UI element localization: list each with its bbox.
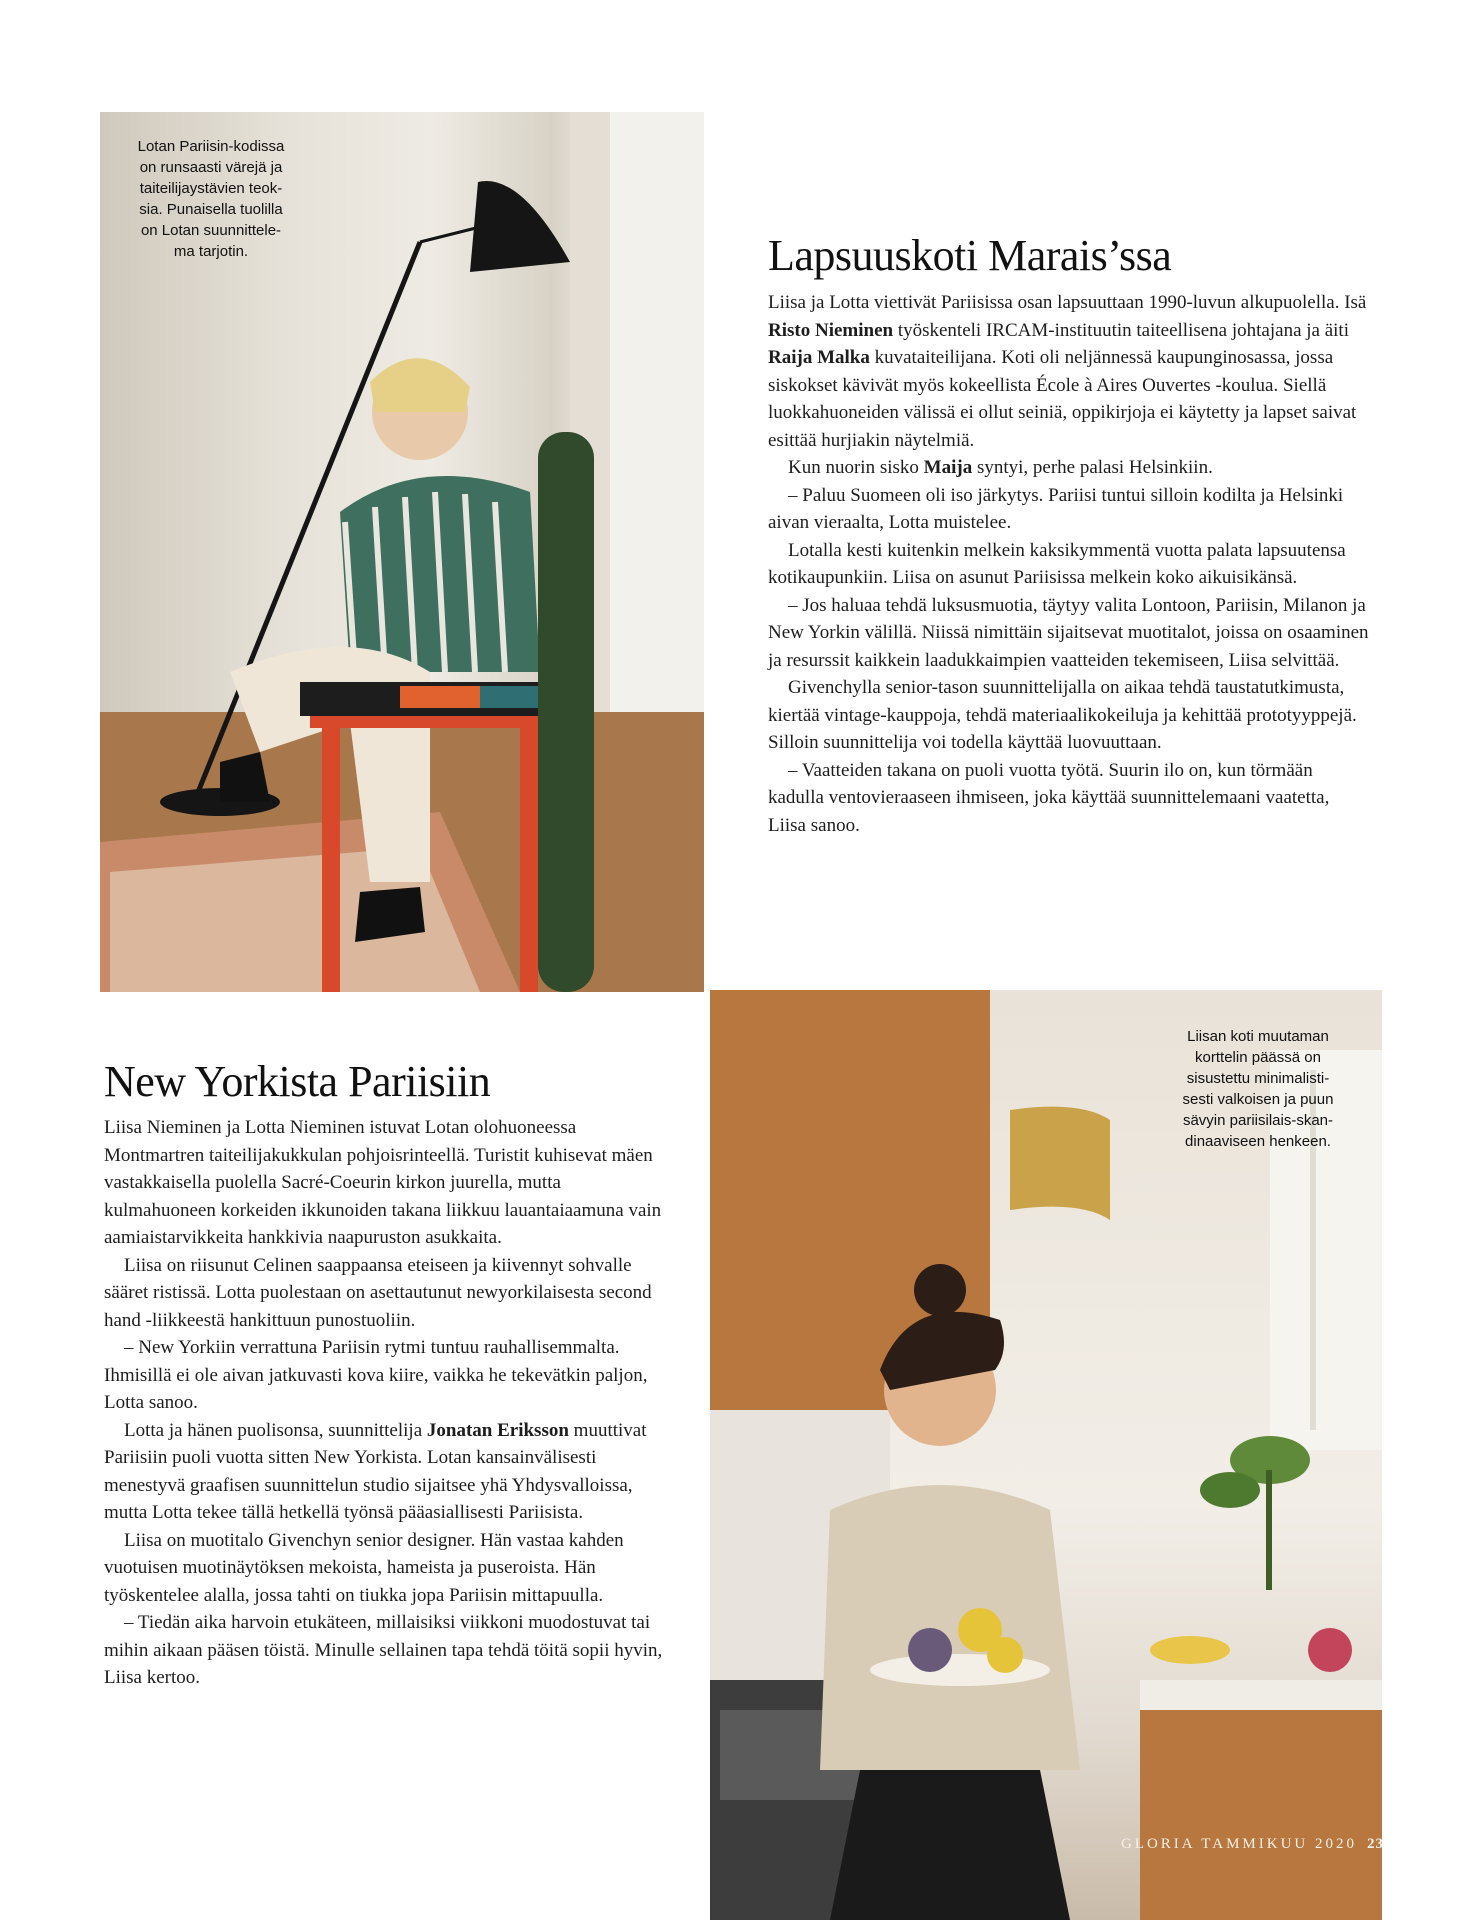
body-paragraph: [768, 537, 1372, 592]
caption-line: Lotan Pariisin-kodissa: [137, 138, 285, 155]
body-paragraph: [768, 289, 1372, 454]
body-paragraph: [104, 1527, 664, 1610]
body-paragraph: [768, 592, 1372, 675]
text-run: – Paluu Suomeen oli iso järkytys. Pariisi tuntui silloin kodilta ja Helsinki aivan vieraalta, Lotta muistelee.: [768, 484, 1344, 533]
caption-line: Liisan koti muutaman: [1187, 1028, 1329, 1045]
caption-line: on Lotan suunnittele-: [140, 222, 282, 239]
photo-top-caption: [118, 136, 304, 262]
page-number: 23: [1367, 1836, 1384, 1852]
caption-line: sia. Punaisella tuolilla: [139, 201, 283, 218]
text-run: Liisa ja Lotta viettivät Pariisissa osan lapsuuttaan 1990-luvun alkupuolella. Isä: [768, 292, 1367, 313]
text-run: syntyi, perhe palasi Helsinkiin.: [972, 457, 1213, 478]
person-name: Jonatan Eriksson: [426, 1419, 569, 1441]
text-run: Lotalla kesti kuitenkin melkein kaksikymmentä vuotta palata lapsuutensa kotikaupunkiin. Liisa on asunut Pariisissa melkein koko aikuisikänsä.: [768, 539, 1346, 588]
person-name: Raija Malka: [768, 347, 870, 368]
text-run: muuttivat Pariisiin puoli vuotta sitten New Yorkista. Lotan kansainvälisesti menestyvä graafisen suunnittelun studio sijaitsee yhä Yhdysvalloissa, mutta Lotta tekee tällä hetkellä työnsä pääasiallisesti Pariisista.: [104, 1419, 647, 1523]
text-run: työskenteli IRCAM-instituutin taiteellisena johtajana ja äiti: [893, 319, 1349, 341]
text-run: – Vaatteiden takana on puoli vuotta työtä. Suurin ilo on, kun törmään kadulla ventovieraaseen ihmiseen, joka käyttää suunnittelemaani vaatetta, Liisa sanoo.: [768, 759, 1330, 836]
text-run: Lotta ja hänen puolisonsa, suunnittelija: [124, 1419, 427, 1441]
text-run: – New Yorkiin verrattuna Pariisin rytmi tuntuu rauhallisemmalta. Ihmisillä ei ole aivan jatkuvasti kova kiire, vaikka he tekevätkin paljon, Lotta sanoo.: [104, 1337, 648, 1413]
section-heading-new-york: New Yorkista Pariisiin: [104, 1057, 491, 1106]
page-footer: [1078, 1836, 1384, 1853]
caption-line: taiteilijaystävien teok-: [139, 180, 283, 197]
body-paragraph: [104, 1417, 664, 1527]
text-run: Liisa on riisunut Celinen saappaansa eteiseen ja kiivennyt sohvalle sääret ristissä. Lotta puolestaan on asettautunut newyorkilaisesta second hand -liikkeestä hankittuun punostuoliin.: [104, 1254, 652, 1331]
caption-line: sesti valkoisen ja puun: [1182, 1091, 1334, 1108]
text-run: Givenchylla senior-tason suunnittelijalla on aikaa tehdä taustatutkimusta, kiertää vintage-kauppoja, tehdä materiaalikokeiluja ja kehittää prototyyppejä. Silloin suunnittelija voi todella käyttää luovuuttaan.: [768, 677, 1357, 753]
caption-line: sävyin pariisilais-skan-: [1182, 1112, 1334, 1129]
body-paragraph: [768, 454, 1372, 482]
text-run: kuvataiteilijana. Koti oli neljännessä kaupunginosassa, jossa siskokset kävivät myös kokeellista École à Aires Ouvertes -koulua. Siellä luokkahuoneiden välissä ei ollut seiniä, oppikirjoja ei käytetty ja lapset saivat esittää hurjiakin näytelmiä.: [768, 347, 1357, 451]
person-name: Maija: [923, 457, 973, 478]
photo-bottom-caption: [1160, 1026, 1356, 1152]
article-body-bottom: [104, 1114, 664, 1692]
body-paragraph: [768, 757, 1372, 840]
caption-line: sisustettu minimalisti-: [1186, 1070, 1330, 1087]
body-paragraph: [104, 1334, 664, 1417]
text-run: Liisa on muotitalo Givenchyn senior designer. Hän vastaa kahden vuotuisen muotinäytöksen mekoista, hameista ja puseroista. Hän työskentelee alalla, jossa tahti on tiukka jopa Pariisin mittapuulla.: [104, 1529, 624, 1606]
text-run: – Tiedän aika harvoin etukäteen, millaisiksi viikkoni muodostuvat tai mihin aikaan pääsen töistä. Minulle sellainen tapa tehdä töitä sopii hyvin, Liisa kertoo.: [104, 1612, 663, 1688]
person-name: Risto Nieminen: [768, 319, 894, 341]
caption-line: ma tarjotin.: [173, 243, 249, 260]
body-paragraph: [768, 482, 1372, 537]
body-paragraph: [104, 1252, 664, 1335]
body-paragraph: [768, 674, 1372, 757]
caption-line: on runsaasti värejä ja: [139, 159, 283, 176]
text-run: – Jos haluaa tehdä luksusmuotia, täytyy valita Lontoon, Pariisin, Milanon ja New Yorkin välillä. Niissä nimittäin sijaitsevat muotitalot, joissa on osaaminen ja resurssit kaikkein laadukkaimpien vaatteiden tekemiseen, Liisa selvittää.: [768, 594, 1369, 671]
body-paragraph: [104, 1114, 664, 1252]
article-body-top: [768, 289, 1372, 839]
caption-line: korttelin päässä on: [1195, 1049, 1321, 1066]
magazine-issue: GLORIA TAMMIKUU 2020: [1120, 1836, 1357, 1852]
body-paragraph: [104, 1609, 664, 1692]
caption-line: dinaaviseen henkeen.: [1185, 1133, 1331, 1150]
text-run: Liisa Nieminen ja Lotta Nieminen istuvat Lotan olohuoneessa Montmartren taiteilijakukkulan pohjoisrinteellä. Turistit kuhisevat mäen vastakkaisella puolella Sacré-Coeurin kirkon juurella, mutta kulmahuoneen korkeiden ikkunoiden takana liikkuu lauantaiaamuna vain aamiaistarvikkeita hankkivia naapuruston asukkaita.: [104, 1117, 662, 1248]
section-heading-lapsuuskoti: Lapsuuskoti Marais’ssa: [768, 231, 1172, 280]
text-run: Kun nuorin sisko: [788, 457, 924, 478]
